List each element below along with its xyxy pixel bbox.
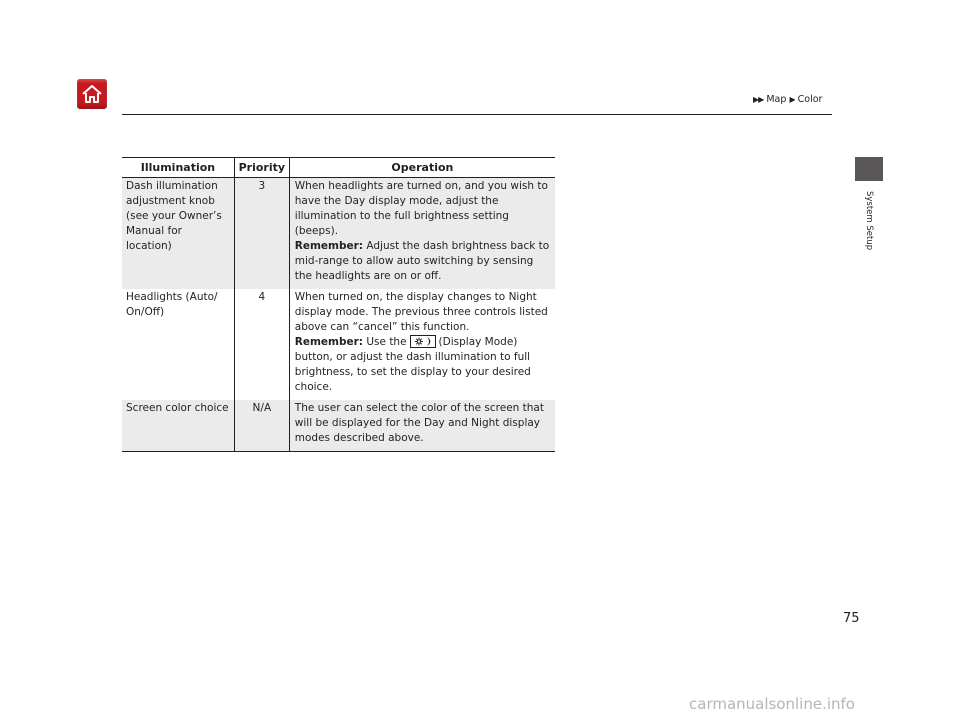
cell-operation [289,178,555,290]
cell-priority: 3 [234,178,289,290]
cell-operation: The user can select the color of the screen that will be displayed for the Day and Night display modes described above. [289,400,555,452]
cell-illumination: Screen color choice [122,400,234,452]
table-row [122,289,555,400]
watermark: carmanualsonline.info [689,695,855,713]
remember-label: Remember: [294,240,364,252]
header-rule [122,114,832,115]
page-number: 75 [843,611,860,626]
illumination-priority-table [122,157,555,452]
table-row [122,178,555,290]
breadcrumb [753,94,822,105]
home-button[interactable] [77,79,107,109]
breadcrumb-link-color[interactable]: Color [797,94,823,105]
table-header-row [122,158,555,178]
cell-priority: 4 [234,289,289,400]
column-header-operation: Operation [289,158,555,178]
remember-text-pre: Use the [366,336,407,348]
section-tab[interactable] [855,186,883,256]
breadcrumb-arrow-icon: ▶ [789,95,795,104]
breadcrumb-arrow-icon: ▶▶ [753,95,764,104]
section-tab-marker [855,157,883,181]
column-header-illumination: Illumination [122,158,234,178]
column-header-priority: Priority [234,158,289,178]
table-row [122,400,555,452]
display-mode-icon [410,335,436,348]
remember-label: Remember: [294,336,364,348]
cell-illumination: Headlights (Auto/ On/Off) [126,291,218,318]
remember-text: Adjust the dash brightness back to mid-range to allow auto switching by sensing the headlights are on or off. [294,240,550,282]
cell-illumination: Dash illumination adjustment knob (see your Owner’s Manual for location) [122,178,234,290]
breadcrumb-link-map[interactable]: Map [766,94,787,105]
home-icon [80,82,104,106]
remember-text-post: (Display Mode) button, or adjust the dash illumination to full brightness, to set the display to your desired choice. [294,336,531,393]
section-tab-label: System Setup [864,191,874,251]
operation-text: When turned on, the display changes to Night display mode. The previous three controls listed above can “cancel” this function. [294,291,548,333]
cell-priority: N/A [234,400,289,452]
cell-operation [289,289,555,400]
operation-text: When headlights are turned on, and you wish to have the Day display mode, adjust the illumination to the full brightness setting (beeps). [294,180,548,237]
